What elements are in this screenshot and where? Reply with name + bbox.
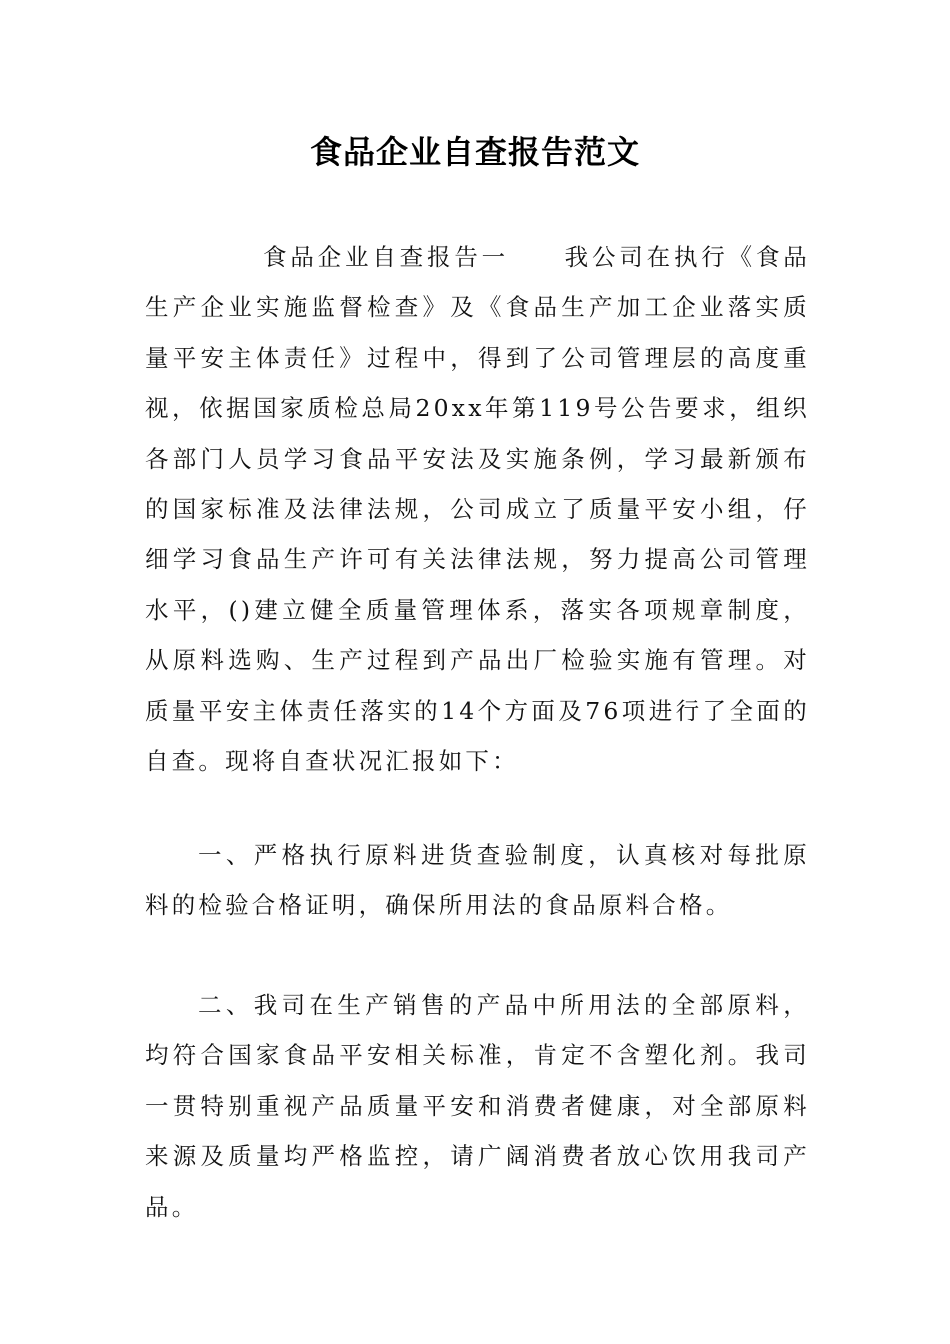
paragraph-3: 二、我司在生产销售的产品中所用法的全部原料，均符合国家食品平安相关标准，肯定不含塑化剂。我司一贯特别重视产品质量平安和消费者健康，对全部原料来源及质量均严格监控，请广阔消费者放心饮用我司产品。 [145, 991, 810, 1221]
document-title: 食品企业自查报告范文 [309, 133, 640, 171]
paragraph-1 [145, 232, 810, 786]
paragraph-1-text: 我公司在执行《食品生产企业实施监督检查》及《食品生产加工企业落实质量平安主体责任》过程中，得到了公司管理层的高度重视，依据国家质检总局20xx年第119号公告要求，组织各部门人员学习食品平安法及实施条例，学习最新颁布的国家标准及法律法规，公司成立了质量平安小组，仔细学习食品生产许可有关法律法规，努力提高公司管理水平，()建立健全质量管理体系，落实各项规章制度，从原料选购、生产过程到产品出厂检验实施有管理。对质量平安主体责任落实的14个方面及76项进行了全面的自查。现将自查状况汇报如下： [145, 243, 810, 776]
paragraph-2: 一、严格执行原料进货查验制度，认真核对每批原料的检验合格证明，确保所用法的食品原料合格。 [145, 841, 810, 920]
paragraph-1-lead: 食品企业自查报告一 [263, 243, 509, 271]
